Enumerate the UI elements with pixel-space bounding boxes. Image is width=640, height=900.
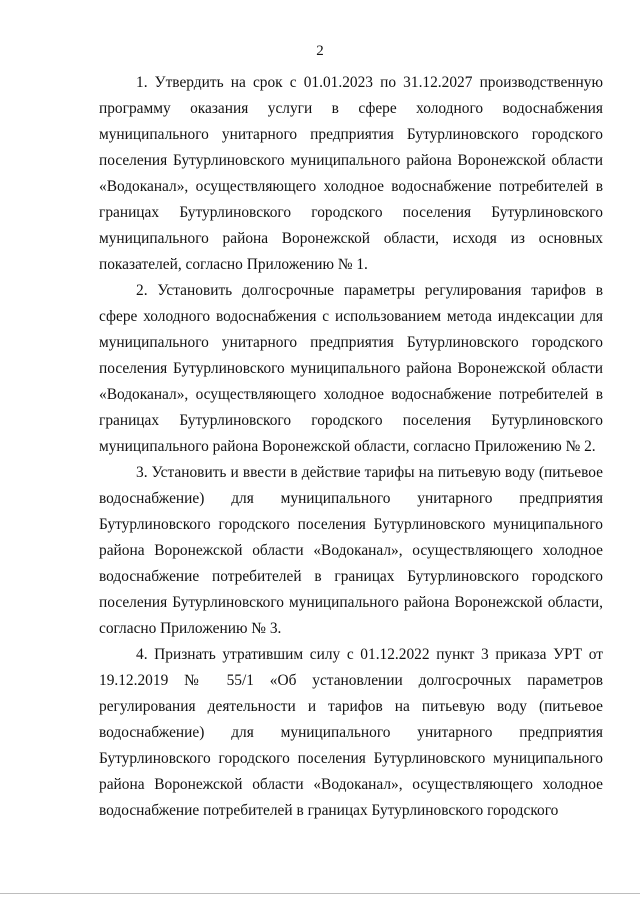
paragraph-2: 2. Установить долгосрочные параметры регулирования тарифов в сфере холодного водоснабжения с использованием метода индексации для муниципального унитарного предприятия Бутурлиновского городского поселения Бутурлиновского муниципального района Воронежской области «Водоканал», осуществляющего холодное водоснабжение потребителей в границах Бутурлиновского городского поселения Бутурлиновского муниципального района Воронежской области, согласно Приложению № 2.: [99, 282, 603, 455]
paragraph-3: 3. Установить и ввести в действие тарифы на питьевую воду (питьевое водоснабжение) для муниципального унитарного предприятия Бутурлиновского городского поселения Бутурлиновского муниципального района Воронежской области «Водоканал», осуществляющего холодное водоснабжение потребителей в границах Бутурлиновского городского поселения Бутурлиновского муниципального района Воронежской области, согласно Приложению № 3.: [99, 464, 603, 637]
document-body: [99, 70, 603, 824]
page-bottom-edge: [0, 893, 640, 894]
paragraph-1: 1. Утвердить на срок с 01.01.2023 по 31.12.2027 производственную программу оказания услуги в сфере холодного водоснабжения муниципального унитарного предприятия Бутурлиновского городского поселения Бутурлиновского муниципального района Воронежской области «Водоканал», осуществляющего холодное водоснабжение потребителей в границах Бутурлиновского городского поселения Бутурлиновского муниципального района Воронежской области, исходя из основных показателей, согласно Приложению № 1.: [99, 74, 603, 273]
paragraph-4: 4. Признать утратившим силу с 01.12.2022 пункт 3 приказа УРТ от 19.12.2019 № 55/1 «Об установлении долгосрочных параметров регулирования деятельности и тарифов на питьевую воду (питьевое водоснабжение) для муниципального унитарного предприятия Бутурлиновского городского поселения Бутурлиновского муниципального района Воронежской области «Водоканал», осуществляющего холодное водоснабжение потребителей в границах Бутурлиновского городского: [99, 646, 603, 819]
page-number: 2: [316, 43, 324, 59]
